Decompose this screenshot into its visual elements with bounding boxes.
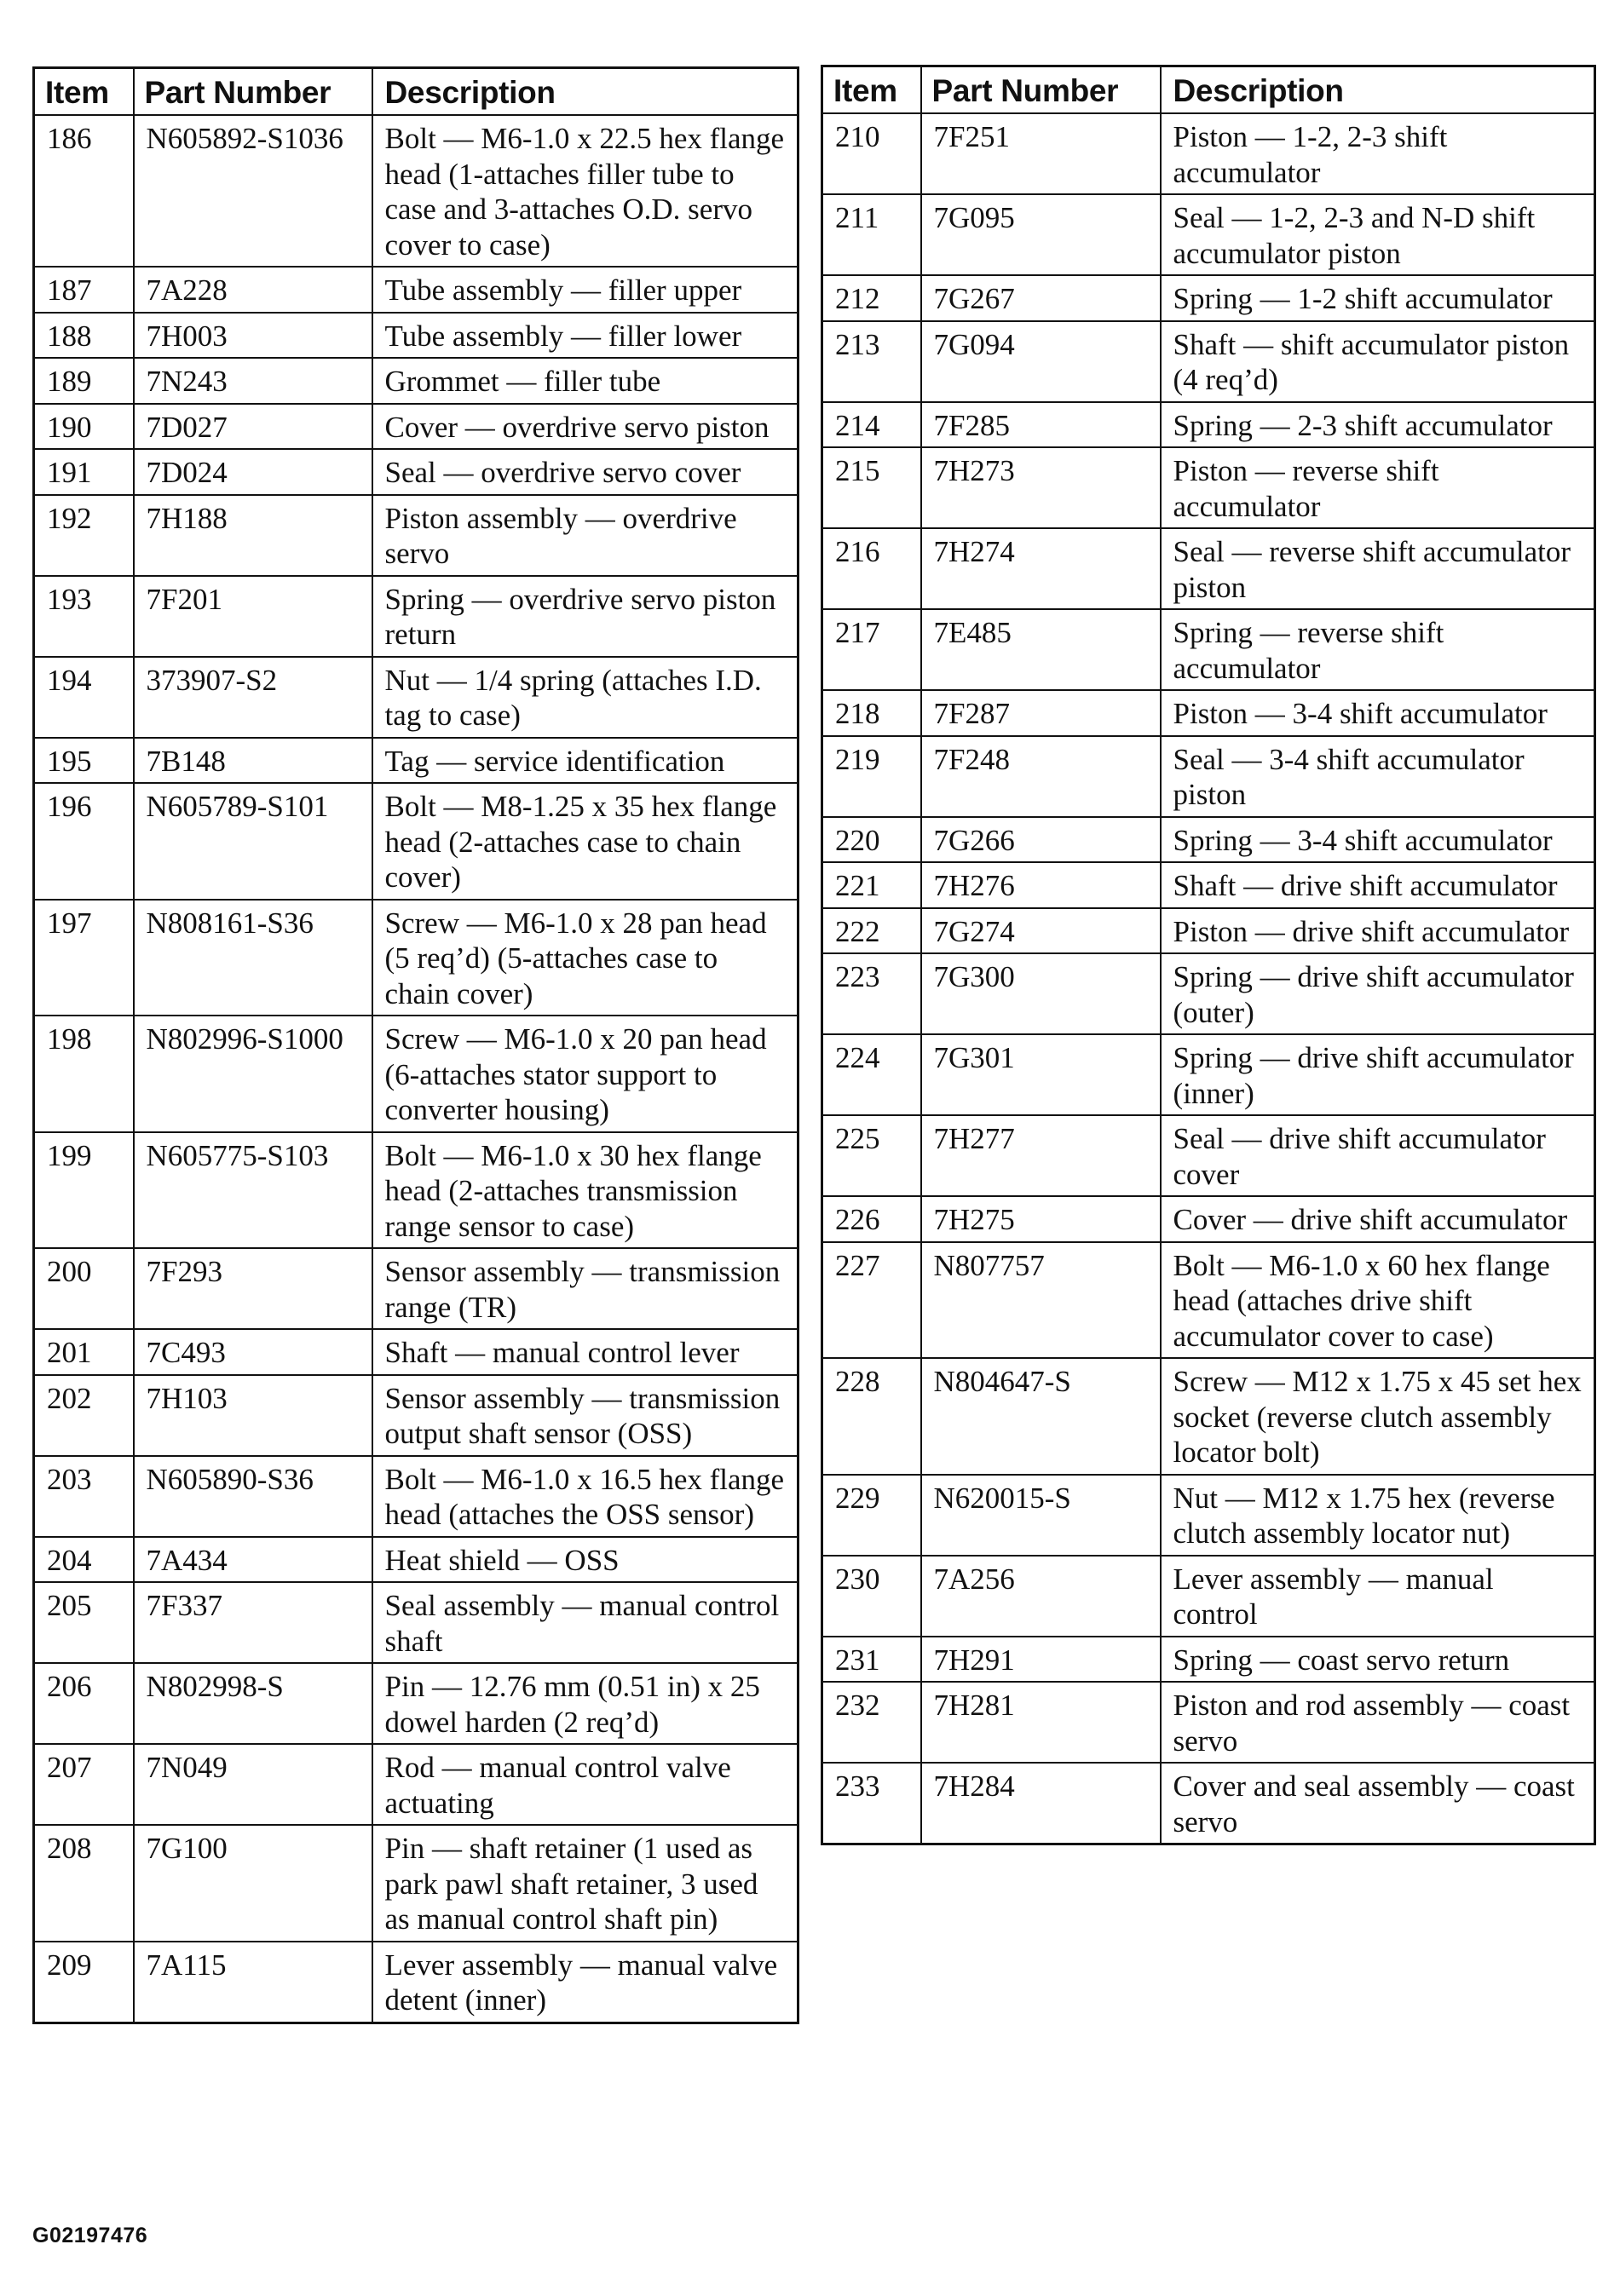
table-row [822,1763,1595,1844]
cell-part-number: 7D024 [134,449,372,495]
cell-part-number: 7N049 [134,1744,372,1825]
cell-item: 221 [822,862,921,908]
parts-table-right [821,65,1596,1845]
cell-part-number: 7F251 [921,113,1161,194]
cell-item: 203 [34,1456,134,1537]
header-item: Item [34,68,134,116]
cell-part-number: N807757 [921,1242,1161,1359]
cell-description: Piston assembly — overdrive servo [372,495,798,576]
table-row [822,908,1595,954]
cell-part-number: 7E485 [921,609,1161,690]
cell-description: Piston — reverse shift accumulator [1161,447,1595,528]
cell-part-number: 7D027 [134,404,372,450]
cell-part-number: 7C493 [134,1329,372,1375]
cell-part-number: 7H275 [921,1196,1161,1242]
cell-part-number: 373907-S2 [134,657,372,738]
cell-description: Piston — drive shift accumulator [1161,908,1595,954]
cell-item: 216 [822,528,921,609]
cell-description: Nut — M12 x 1.75 hex (reverse clutch assembly locator nut) [1161,1475,1595,1556]
cell-description: Cover — overdrive servo piston [372,404,798,450]
header-item: Item [822,66,921,114]
cell-item: 202 [34,1375,134,1456]
table-row [822,1556,1595,1637]
cell-description: Pin — 12.76 mm (0.51 in) x 25 dowel harden (2 req’d) [372,1663,798,1744]
cell-item: 194 [34,657,134,738]
cell-description: Lever assembly — manual control [1161,1556,1595,1637]
cell-item: 217 [822,609,921,690]
cell-item: 224 [822,1034,921,1115]
cell-description: Spring — reverse shift accumulator [1161,609,1595,690]
cell-description: Spring — coast servo return [1161,1637,1595,1683]
cell-part-number: 7H281 [921,1682,1161,1763]
cell-item: 193 [34,576,134,657]
cell-item: 229 [822,1475,921,1556]
table-row [34,1016,798,1132]
table-row [822,736,1595,817]
cell-item: 227 [822,1242,921,1359]
cell-part-number: 7H188 [134,495,372,576]
cell-part-number: 7H274 [921,528,1161,609]
cell-part-number: N802998-S [134,1663,372,1744]
cell-part-number: 7G266 [921,817,1161,863]
cell-part-number: N605789-S101 [134,783,372,900]
cell-item: 210 [822,113,921,194]
cell-item: 220 [822,817,921,863]
cell-description: Bolt — M8-1.25 x 35 hex flange head (2-attaches case to chain cover) [372,783,798,900]
table-row [822,1034,1595,1115]
cell-part-number: 7B148 [134,738,372,784]
table-row [34,783,798,900]
cell-item: 199 [34,1132,134,1249]
cell-description: Sensor assembly — transmission range (TR) [372,1248,798,1329]
cell-part-number: N808161-S36 [134,900,372,1016]
cell-description: Bolt — M6-1.0 x 16.5 hex flange head (attaches the OSS sensor) [372,1456,798,1537]
table-row [822,817,1595,863]
cell-item: 190 [34,404,134,450]
cell-item: 213 [822,321,921,402]
table-row [822,113,1595,194]
table-row [34,1329,798,1375]
table-header-row [822,66,1595,114]
table-row [34,404,798,450]
table-row [822,1242,1595,1359]
cell-description: Bolt — M6-1.0 x 30 hex flange head (2-attaches transmission range sensor to case) [372,1132,798,1249]
cell-part-number: 7H276 [921,862,1161,908]
cell-description: Heat shield — OSS [372,1537,798,1583]
cell-description: Spring — drive shift accumulator (outer) [1161,953,1595,1034]
cell-description: Nut — 1/4 spring (attaches I.D. tag to case) [372,657,798,738]
cell-part-number: 7H284 [921,1763,1161,1844]
cell-part-number: 7G095 [921,194,1161,275]
cell-description: Screw — M6-1.0 x 28 pan head (5 req’d) (5-attaches case to chain cover) [372,900,798,1016]
cell-item: 228 [822,1358,921,1475]
cell-part-number: 7A228 [134,267,372,313]
table-row [822,194,1595,275]
cell-part-number: N605892-S1036 [134,115,372,267]
cell-part-number: 7H277 [921,1115,1161,1196]
cell-part-number: 7H291 [921,1637,1161,1683]
table-row [822,528,1595,609]
cell-item: 212 [822,275,921,321]
cell-item: 186 [34,115,134,267]
cell-item: 201 [34,1329,134,1375]
table-header-row [34,68,798,116]
table-row [822,275,1595,321]
cell-part-number: 7N243 [134,358,372,404]
cell-part-number: 7F293 [134,1248,372,1329]
parts-table-left [32,66,799,2024]
table-row [822,690,1595,736]
cell-part-number: 7G094 [921,321,1161,402]
table-row [822,447,1595,528]
cell-description: Spring — drive shift accumulator (inner) [1161,1034,1595,1115]
cell-description: Tag — service identification [372,738,798,784]
cell-description: Screw — M12 x 1.75 x 45 set hex socket (reverse clutch assembly locator bolt) [1161,1358,1595,1475]
cell-description: Piston and rod assembly — coast servo [1161,1682,1595,1763]
cell-description: Seal — overdrive servo cover [372,449,798,495]
table-row [822,1358,1595,1475]
cell-description: Spring — 1-2 shift accumulator [1161,275,1595,321]
table-row [34,1537,798,1583]
table-row [34,576,798,657]
cell-item: 189 [34,358,134,404]
table-row [34,267,798,313]
cell-part-number: 7F287 [921,690,1161,736]
figure-id: G02197476 [32,2224,148,2247]
table-row [822,402,1595,448]
table-row [822,1637,1595,1683]
cell-description: Seal — 3-4 shift accumulator piston [1161,736,1595,817]
table-row [34,1942,798,2023]
table-row [34,358,798,404]
table-row [822,862,1595,908]
cell-description: Lever assembly — manual valve detent (inner) [372,1942,798,2023]
cell-item: 231 [822,1637,921,1683]
cell-part-number: 7G301 [921,1034,1161,1115]
table-row [822,609,1595,690]
cell-part-number: 7H273 [921,447,1161,528]
cell-description: Screw — M6-1.0 x 20 pan head (6-attaches stator support to converter housing) [372,1016,798,1132]
parts-table-left-body [34,115,798,2023]
cell-part-number: 7G274 [921,908,1161,954]
cell-description: Cover and seal assembly — coast servo [1161,1763,1595,1844]
cell-description: Pin — shaft retainer (1 used as park pawl shaft retainer, 3 used as manual control shaft pin) [372,1825,798,1942]
cell-part-number: 7F248 [921,736,1161,817]
header-description: Description [372,68,798,116]
table-row [822,321,1595,402]
cell-description: Piston — 3-4 shift accumulator [1161,690,1595,736]
table-row [822,1115,1595,1196]
cell-description: Seal — reverse shift accumulator piston [1161,528,1595,609]
cell-item: 214 [822,402,921,448]
cell-description: Shaft — manual control lever [372,1329,798,1375]
cell-part-number: 7G300 [921,953,1161,1034]
table-row [34,1375,798,1456]
cell-description: Spring — 2-3 shift accumulator [1161,402,1595,448]
cell-item: 195 [34,738,134,784]
cell-item: 206 [34,1663,134,1744]
cell-part-number: 7A115 [134,1942,372,2023]
table-row [34,1744,798,1825]
cell-item: 198 [34,1016,134,1132]
header-description: Description [1161,66,1595,114]
table-row [34,1825,798,1942]
cell-part-number: N804647-S [921,1358,1161,1475]
cell-item: 200 [34,1248,134,1329]
table-row [34,738,798,784]
cell-item: 222 [822,908,921,954]
cell-item: 211 [822,194,921,275]
table-row [34,657,798,738]
cell-item: 192 [34,495,134,576]
table-row [34,495,798,576]
table-row [822,953,1595,1034]
cell-item: 204 [34,1537,134,1583]
cell-part-number: 7H103 [134,1375,372,1456]
cell-item: 223 [822,953,921,1034]
table-row [34,1456,798,1537]
cell-part-number: 7F285 [921,402,1161,448]
table-row [822,1196,1595,1242]
cell-description: Shaft — drive shift accumulator [1161,862,1595,908]
cell-description: Bolt — M6-1.0 x 22.5 hex flange head (1-attaches filler tube to case and 3-attaches O.D. servo cover to case) [372,115,798,267]
cell-part-number: N620015-S [921,1475,1161,1556]
cell-item: 230 [822,1556,921,1637]
cell-description: Spring — overdrive servo piston return [372,576,798,657]
cell-item: 215 [822,447,921,528]
table-row [822,1682,1595,1763]
cell-description: Cover — drive shift accumulator [1161,1196,1595,1242]
cell-description: Sensor assembly — transmission output shaft sensor (OSS) [372,1375,798,1456]
table-row [34,1582,798,1663]
cell-item: 188 [34,313,134,359]
header-part-number: Part Number [134,68,372,116]
parts-table-right-body [822,113,1595,1844]
cell-item: 233 [822,1763,921,1844]
cell-description: Tube assembly — filler upper [372,267,798,313]
cell-item: 207 [34,1744,134,1825]
cell-item: 191 [34,449,134,495]
cell-part-number: 7F337 [134,1582,372,1663]
cell-item: 209 [34,1942,134,2023]
cell-part-number: 7G267 [921,275,1161,321]
cell-part-number: N802996-S1000 [134,1016,372,1132]
cell-description: Seal assembly — manual control shaft [372,1582,798,1663]
cell-description: Tube assembly — filler lower [372,313,798,359]
cell-description: Spring — 3-4 shift accumulator [1161,817,1595,863]
cell-part-number: 7A434 [134,1537,372,1583]
table-row [34,1132,798,1249]
cell-description: Rod — manual control valve actuating [372,1744,798,1825]
cell-item: 197 [34,900,134,1016]
cell-item: 196 [34,783,134,900]
cell-part-number: 7H003 [134,313,372,359]
cell-description: Piston — 1-2, 2-3 shift accumulator [1161,113,1595,194]
cell-description: Shaft — shift accumulator piston (4 req’d) [1161,321,1595,402]
cell-item: 218 [822,690,921,736]
cell-item: 226 [822,1196,921,1242]
cell-part-number: 7G100 [134,1825,372,1942]
cell-description: Seal — 1-2, 2-3 and N-D shift accumulator piston [1161,194,1595,275]
table-row [34,313,798,359]
table-row [34,115,798,267]
cell-item: 232 [822,1682,921,1763]
cell-item: 187 [34,267,134,313]
cell-part-number: N605890-S36 [134,1456,372,1537]
cell-part-number: 7A256 [921,1556,1161,1637]
cell-description: Grommet — filler tube [372,358,798,404]
table-row [34,1248,798,1329]
table-row [822,1475,1595,1556]
table-row [34,900,798,1016]
table-row [34,449,798,495]
header-part-number: Part Number [921,66,1161,114]
cell-item: 219 [822,736,921,817]
cell-part-number: 7F201 [134,576,372,657]
table-row [34,1663,798,1744]
cell-description: Bolt — M6-1.0 x 60 hex flange head (attaches drive shift accumulator cover to case) [1161,1242,1595,1359]
cell-part-number: N605775-S103 [134,1132,372,1249]
cell-item: 208 [34,1825,134,1942]
cell-item: 205 [34,1582,134,1663]
cell-description: Seal — drive shift accumulator cover [1161,1115,1595,1196]
cell-item: 225 [822,1115,921,1196]
